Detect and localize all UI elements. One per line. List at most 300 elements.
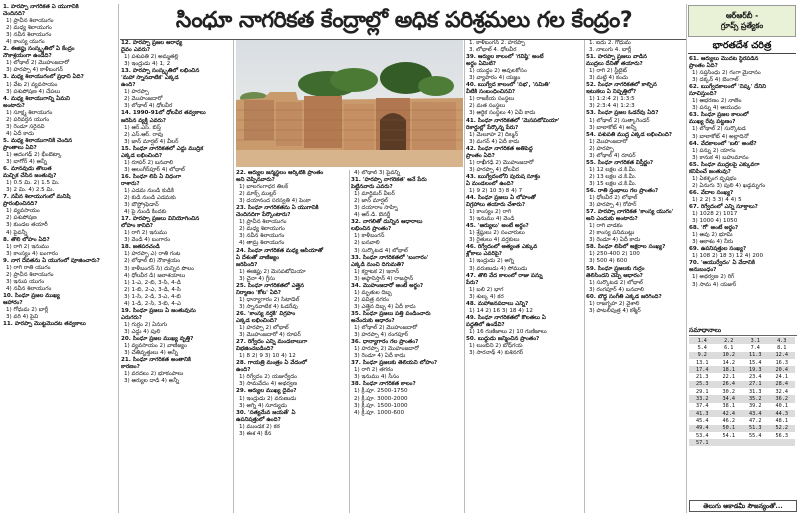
question-text: ఎక్కడ లభించింది?: [121, 152, 163, 159]
question-text: 53. సింధూ ప్రజల ఓడరేవు ఏది?: [586, 110, 659, 117]
question-text: 41. సింధూ నాగరికతలో 'మెసపటోమియా': [466, 117, 560, 124]
ruins-illustration: [236, 40, 463, 167]
answer-cell: 55.4: [749, 432, 762, 439]
answer-option: 2) క్రీ.పూ. 3000-2000: [354, 395, 408, 402]
answer-option: 3) ఈశ 4) కేన: [239, 430, 272, 437]
question-text: 39. ఆర్యుల కాలంలో 'గవిష్ఠి' అంటే: [466, 54, 544, 61]
question-text: 69. ఉపనిషత్తుల సంఖ్య?: [689, 246, 747, 253]
answer-option: 3) చేతివృత్తులు 4) అన్నీ: [124, 350, 178, 357]
question-text: 51. హరప్పా ప్రజలు వాడిన: [586, 54, 647, 61]
answer-option: 1) గోధుమ 2) బార్లీ: [6, 307, 49, 314]
answer-option: 1) సప్తసింధు 2) గంగా మైదానం: [692, 70, 761, 77]
question-text: చెందినదిగా పేర్కొంటారు?: [236, 212, 291, 219]
answer-option: 1) హరప్పా ఎ) రాతి గంట: [124, 251, 181, 258]
question-text: 47. తొలి వేద కాలంలో రాజు పన్ను: [466, 272, 543, 279]
answer-option: 3) 1-సి, 2-డి, 3-ఎ, 4-బి: [124, 293, 181, 300]
answer-option: 3) హరప్పా 4) ధోలవీర: [469, 166, 519, 173]
question-text: 60. బౌద్ధ సంగీతి ఎక్కడ జరిగింది?: [586, 293, 662, 300]
question-text: ప్రాంతాలు ఏవి?: [3, 144, 37, 151]
answer-option: 1. కాళీబంగన్ 2. హరప్పా: [469, 40, 526, 46]
answer-option: 3) దయానంద సరస్వతి 4) పెంకా: [239, 198, 311, 205]
answer-option: 3) రెండూ 4) ఏదీ కాదు: [354, 353, 406, 360]
answer-option: 3) చైనా 4) గ్రీసు: [239, 275, 276, 282]
answer-option: 4) పైవన్నీ: [6, 229, 28, 236]
answer-cell: 34.4: [716, 395, 743, 402]
question-text: 46. రిగ్వేదంలో అత్యంత ఎక్కువ: [466, 244, 538, 251]
answer-cell: 26.4: [716, 381, 743, 388]
answer-option: 1) బాలగంగాధర తిలక్: [239, 184, 289, 191]
answer-cell: 3.1: [742, 337, 769, 344]
answer-option: 3) దక్కన్ 4) బెంగాల్: [692, 77, 739, 84]
answer-option: 3. నాలుగు 4. బార్లీ: [589, 47, 632, 54]
answer-option: 3) హరప్పా 4) రోపార్: [589, 202, 637, 209]
answer-option: 3) నవీన శిలాయుగం: [239, 233, 285, 240]
question-text: 42. సింధూ నాగరికత అతిపెద్ద: [466, 145, 533, 152]
question-text: విభజించబడింది?: [236, 346, 274, 353]
answer-option: 1) 250-400 2) 100: [589, 251, 640, 258]
section-title: భారతదేశ చరిత్ర: [688, 39, 796, 54]
answer-option: 1) ప్రాచీన శిలాయుగం: [6, 18, 54, 25]
exam-badge: [688, 5, 796, 37]
answer-cell: 19.3: [742, 366, 769, 373]
answer-option: 3) ఎద్దు 4) పులి: [124, 328, 161, 335]
answer-option: 3) 1000 4) 1050: [692, 218, 738, 225]
answer-option: 1) 16 గుణిజాలు 2) 10 గుణిజాలు: [469, 328, 547, 335]
answer-option: 3) కాళీబంగన్ సి) దున్నిన పొలం: [124, 265, 195, 272]
answer-option: 3) లోథాల్ 4) ధోలవీర: [124, 103, 173, 110]
answer-cell: 14.2: [722, 359, 735, 366]
question-text: 8. తొలి లోహం ఏది?: [3, 236, 50, 243]
question-text: ఎరుగరు?: [121, 314, 142, 321]
question-text: ఎక్కడ లభించింది?: [236, 317, 278, 324]
question-text: ఉంది?: [121, 82, 136, 89]
answer-cell: 12.4: [769, 352, 796, 359]
answer-option: 2) జాన్ మార్షల్: [354, 198, 388, 205]
answer-option: 4) పై నుండి కిందకు: [124, 209, 167, 216]
answer-option: 3) రంగపూర్ 4) బనవాలి: [589, 286, 644, 293]
answer-cell: 21.3: [696, 374, 709, 381]
question-text: పేరు?: [466, 279, 479, 286]
answer-option: 1) 1-ఎ, 2-బి, 3-సి, 4-డి: [124, 279, 181, 286]
answer-option: 4) ఏదీ కాదు: [6, 130, 34, 137]
question-text: అని చెప్పినవారు?: [236, 177, 275, 184]
answer-option: 1) ఈజిప్టు 2) మెసపటోమియా: [239, 268, 306, 275]
answer-option: 3) ఆర్యుల దాడి 4) అన్నీ: [124, 378, 180, 385]
column-divider: [349, 170, 350, 513]
answer-option: 1) 8 2) 9 3) 10 4) 12: [239, 353, 296, 360]
question-text: ఏ మండలంలో ఉంది?: [466, 180, 514, 187]
question-text: 70. 'ఆయుర్వేదం' ఏ వేదానికి: [689, 260, 755, 267]
answer-cell: [742, 439, 769, 446]
question-text: పెట్టినవారు ఎవరు?: [351, 184, 393, 191]
question-text: అంటారు?: [3, 102, 25, 109]
answer-option: 1) కాళీబంగన్: [354, 233, 385, 240]
answer-option: 3) మొహంజదారో 4) రూపర్: [239, 332, 301, 339]
answer-option: 1) 1028 2) 1017: [692, 211, 738, 218]
answer-option: 1. ఐదు 2. గోధుమ: [589, 40, 631, 46]
answer-option: 3) వ్యాపారం 4) యజ్ఞం: [469, 75, 521, 82]
answer-option: 1) ధాన్యాగారం 2) సిటాడెల్: [239, 296, 300, 303]
answer-option: 1) రూపర్ 2) బనవాలి: [124, 159, 174, 166]
answer-option: 3) అఫ్గానిస్తాన్ 4) రాజస్థాన్: [354, 275, 414, 282]
badge-line-2: గ్రూప్స్ ప్రత్యేకం: [720, 21, 764, 30]
question-column-4: [351, 170, 464, 417]
answer-option: 3) శుల్క 4) కర: [469, 293, 504, 300]
question-text: 40. ఋగ్వేద కాలంలో 'సభ', 'సమితి': [466, 82, 551, 89]
answer-option: 3) ఇంద్రుడు 4) 1, 2: [124, 61, 171, 68]
answer-option: 1) 1:2:4 2) 1:3:5: [589, 96, 635, 103]
column-divider: [233, 40, 234, 513]
answer-option: 1) రాగి 2) ఇనుము: [124, 230, 167, 237]
question-text: 38. సింధూ నాగరికత కాలం?: [351, 381, 416, 388]
question-text: 58. సింధూ లిపిలో అక్షరాల సంఖ్య?: [586, 244, 666, 251]
answer-option: 3) కాంస్యం 4) బంగారం: [6, 250, 58, 257]
answer-cell: 22.1: [722, 374, 735, 381]
answer-row: [689, 439, 795, 446]
answer-option: 3) ఇనుము 4) వెండి: [469, 216, 515, 223]
answer-cell: 39.2: [749, 403, 762, 410]
answer-option: 1) 108 2) 18 3) 12 4) 200: [692, 253, 764, 260]
answer-option: 1) వేట 2) వ్యవసాయం: [6, 81, 58, 88]
answer-option: 3) ఇనుము 4) సీసం: [354, 374, 400, 381]
question-text: 35. సింధూ ప్రజలు పత్తి పండించారు: [351, 310, 431, 317]
answer-option: 1) 2 2) 3 3) 4 4) 5: [692, 196, 742, 203]
answer-option: 1) లోథాల్ 2) మొహంజదారో: [354, 325, 418, 332]
answer-option: 1) సుర్కొటడ 2) లోథాల్: [589, 279, 643, 286]
answer-cell: 18.1: [716, 366, 743, 373]
question-text: ముఖ్య రేవు పట్టణం?: [689, 119, 736, 126]
question-text: 1. హరప్పా నాగరికత ఏ యుగానికి: [3, 4, 79, 10]
answer-option: 1) అథర్వణ 2) రిగ్: [692, 274, 735, 281]
question-text: 32. నాగలితో దున్నిన ఆధారాలు: [351, 219, 423, 226]
answer-option: 1) లోథాల్ 2) మొహంజదారో: [6, 60, 70, 67]
answer-cell: 51.3: [742, 425, 769, 432]
answer-option: 1) రాఖీగఢి 2) మొహంజదారో: [469, 159, 534, 166]
question-text: ప్రాంతం ఏది?: [689, 63, 718, 70]
question-text: జరిపింది?: [236, 261, 258, 268]
answer-option: 3) ఎత్తైన దిబ్బ 4) ఏదీ కాదు: [354, 303, 416, 310]
answer-option: 1) వరదలు 2) భూకంపాలు: [124, 371, 184, 378]
question-text: 33. సింధూ నాగరికతలో 'బంగారం': [351, 254, 429, 261]
question-text: 3. మధ్య శిలాయుగంలో ప్రధాని ఏది?: [3, 74, 84, 81]
question-text: అర్థం ఏమిటి?: [466, 61, 497, 68]
question-text: 61. ఆర్యులు మొదట స్థిరపడిన: [689, 56, 759, 62]
answer-option: 1) రాగి 2) స్టీటైట్: [589, 68, 627, 75]
answer-option: 3) లోథాల్ 4) రూపర్: [589, 152, 636, 159]
question-text: 68. 'గో' అంటే అర్థం?: [689, 225, 739, 232]
answer-option: 1) గుర్రం 2) ఏనుగు: [124, 321, 168, 328]
answer-option: 1) యుద్ధం 2) ఆవులకోసం: [469, 68, 527, 75]
question-text: ఇటుకలు ఏ నిష్పత్తిలో?: [586, 89, 637, 96]
headline: సింధూ నాగరికత కేంద్రాల్లో అధిక పరిశ్రమలు గల కేంద్రం?: [175, 8, 633, 33]
column-divider: [464, 40, 465, 513]
answer-option: 1) మార్టిమర్ వీలర్: [354, 191, 395, 198]
answer-cell: 28.4: [769, 381, 796, 388]
answer-option: 1) 0.5 మి. 2) 1.5 మి.: [6, 180, 60, 187]
question-text: 43. ఋగ్వేదంలోని పురుష సూక్తం: [466, 173, 541, 180]
answer-option: 3) కుండల తయారీ: [6, 222, 48, 229]
answer-option: 1) రాగి రాతి యుగం: [6, 264, 51, 271]
answer-option: 1) రాజగృహ 2) వైశాలి: [589, 300, 640, 307]
answer-option: 2) బనవాలి: [354, 240, 380, 247]
answer-option: 2) పవిత్ర నగరం: [354, 296, 389, 303]
answer-option: 3) మగన్ 4) ఏదీ కాదు: [469, 138, 520, 145]
answer-option: 3) పన్ను 4) ఆయుధం: [692, 105, 741, 112]
answer-option: 3) సుర్కొటడ 4) లోథాల్: [354, 247, 408, 254]
answer-option: 1) సూక్ష్మ శిలాయుగం: [6, 109, 53, 116]
answer-option: 1) మెలూహ 2) దిల్మన్: [469, 131, 519, 138]
answer-option: 3) 500 4) 600: [589, 258, 628, 265]
answer-row: [689, 366, 795, 373]
answer-cell: 57.1: [689, 439, 716, 446]
question-text: 15. సింధూ నాగరికతలో ఎద్దు ముద్రిక: [121, 145, 204, 152]
answer-option: 1) ఎడమ నుండి కుడికి: [124, 187, 174, 194]
answer-cell: 31.3: [749, 388, 762, 395]
answer-row: [689, 344, 795, 351]
question-text: రికార్డుల్లో పేర్కొన్న పేరు?: [466, 124, 519, 131]
answer-cell: 49.4: [689, 425, 716, 432]
answer-option: 1) ఆభరణం 2) నాణెం: [692, 98, 742, 105]
question-text: లోహం కానిది?: [121, 223, 154, 230]
question-text: 28. గాయత్రి మంత్రం ఏ వేదంలో: [236, 360, 307, 367]
answer-cell: 16.3: [775, 359, 788, 366]
answer-key: [689, 327, 797, 446]
question-text: 55. సింధూ నాగరికత విస్తీర్ణం?: [586, 159, 654, 166]
answer-option: 1) ధోలవీర 2) లోథాల్: [589, 195, 638, 202]
question-text: ఉపనిషత్తులో ఉంది?: [236, 416, 281, 423]
answer-cell: 45.4: [696, 417, 709, 424]
answer-option: 1) రాగి 2) తగరం: [354, 367, 394, 374]
answer-option: 1) లోథాల్ 2) సుత్కాగెండర్: [589, 117, 650, 124]
question-text: 50. బుద్ధుడు జన్మించిన ప్రాంతం?: [466, 335, 540, 342]
answer-option: 4) ఆర్.డి. బెనర్జీ: [354, 212, 391, 219]
answer-cell: 5.4: [697, 344, 707, 351]
answer-option: 1) కాంస్యం 2) రాగి: [469, 209, 512, 216]
answer-cell: 13.1: [696, 359, 709, 366]
answers-title: సమాధానాలు: [689, 327, 797, 336]
answer-cell: 48.1: [775, 417, 788, 424]
answer-cell: 1.4: [689, 337, 716, 344]
question-text: రాశారు?: [121, 180, 140, 187]
question-text: 10. సింధూ ప్రజల ముఖ్య: [3, 292, 60, 299]
question-text: 7. నవీన శిలాయుగంలో మనిషి: [3, 194, 71, 201]
answer-option: 3) హరప్పా 4) కాళీబంగన్: [6, 67, 63, 74]
answer-cell: 38.1: [722, 403, 735, 410]
question-text: 9. నాగ దేవతను ఏ యుగంలో పూజించారు?: [3, 257, 100, 264]
answer-row: [689, 352, 795, 359]
answer-cell: 46.2: [722, 417, 735, 424]
answer-option: 1) ప్రాచీన శిలాయుగం: [239, 219, 287, 226]
answer-option: 3. లోథాల్ 4. ధోలవీర: [469, 47, 517, 54]
answer-option: 2) పశుపోషణ: [6, 215, 37, 222]
answer-option: 3) దయారాం సాహ్ని: [354, 205, 398, 212]
question-text: 52. సింధూ నాగరికతలో కాల్చిన: [586, 82, 657, 89]
question-text: విగ్రహాలు తయారు చేశారు?: [466, 202, 526, 209]
question-text: ప్రాంతం ఏది?: [466, 152, 495, 159]
answer-option: 2) పరివర్తన యుగం: [6, 116, 50, 123]
answer-option: 4) లోథాల్ 3) పైవన్నీ: [354, 170, 401, 176]
answer-option: 4) కాంస్య యుగం: [6, 39, 45, 46]
answer-cell: 7.4: [750, 344, 760, 351]
question-text: కనిపించే జంతువు?: [689, 168, 731, 175]
question-text: 30. 'సత్యమేవ జయతే' ఏ: [236, 409, 296, 416]
answer-option: 3) వరుణుడు 4) సోముడు: [469, 265, 528, 272]
question-text: 67. రిగ్వేదంలో ఎన్ని సూక్తాలు?: [689, 203, 758, 210]
answer-option: 1) హరప్పా: [124, 89, 149, 96]
answer-cell: 25.3: [689, 381, 716, 388]
answer-cell: 41.3: [689, 410, 716, 417]
answer-option: 3) పాటలీపుత్ర 4) కశ్మీర్: [589, 307, 641, 314]
answer-option: 3) పశుపోషణ 4) చేపలు: [6, 88, 61, 95]
answer-row: [689, 381, 795, 388]
answer-option: 1) మృతుల దిబ్బ: [354, 289, 392, 296]
answer-option: 1) ఆర్.ఎస్. బిస్త్: [124, 124, 161, 131]
answer-cell: 32.4: [775, 388, 788, 395]
answer-cell: [716, 439, 743, 446]
answer-cell: 33.2: [689, 395, 716, 402]
answer-option: 3) హరప్పా 4) రంగపూర్: [354, 332, 409, 339]
question-text: ప్రారంభించినది?: [3, 201, 38, 208]
answer-cell: 42.4: [716, 410, 743, 417]
question-text: తెలిసిందని చెప్పే ఆధారం?: [586, 272, 643, 279]
question-text: 65. సింధూ ముద్రలపై ఎక్కువగా: [689, 161, 760, 168]
answer-option: 3) వెండి 4) బంగారం: [124, 237, 171, 244]
question-text: అనుబంధం?: [689, 267, 717, 274]
question-text: 13. హరప్పా సంస్కృతిలో లభించిన: [121, 68, 200, 75]
answer-option: 4) నవీన శిలాయుగం: [6, 285, 52, 292]
answer-cell: 27.1: [742, 381, 769, 388]
question-text: 12. హరప్పా ప్రజల ఆరాధ్య: [121, 40, 183, 46]
answer-option: 3) బాలాకోట్ 4) అల్లాదినో: [692, 133, 749, 140]
question-column-5: [466, 40, 583, 357]
answer-option: 3) నవీన శిలాయుగం: [6, 32, 52, 39]
answer-option: 3) సారనాథ్ 4) కుశినగర్: [469, 350, 524, 357]
question-text: 17. హరప్పా ప్రజలు వినియోగించిన: [121, 216, 200, 223]
answer-option: 2) మాక్స్ ముల్లర్: [239, 191, 277, 198]
answer-row: [689, 395, 795, 402]
answer-cell: 4.3: [769, 337, 796, 344]
answer-option: 3) బాలాకోట్ 4) అన్నీ: [589, 124, 637, 131]
question-text: 34. మొహంజదారో అంటే అర్థం?: [351, 282, 424, 289]
answer-cell: 10.2: [716, 352, 743, 359]
answer-option: 4) తామ్ర శిలాయుగం: [239, 240, 285, 247]
question-text: ముద్రలు దేనితో తయారు?: [586, 61, 643, 68]
answer-cell: 15.4: [749, 359, 762, 366]
question-text: నౌకాశ్రయంగా ఉండేది?: [3, 53, 52, 60]
question-text: 56. రాతి స్తంభాలు గల ప్రాంతం?: [586, 187, 659, 194]
answer-option: 1) రిగ్వేదం 2) యజుర్వేదం: [239, 374, 297, 381]
question-text: 6. మానవుడు తొలుత: [3, 166, 52, 173]
answer-option: 1) వ్యవసాయం 2) వాణిజ్యం: [124, 343, 187, 350]
answer-option: 1) 12 లక్షల చ.కి.మీ.: [589, 166, 637, 173]
question-text: 59. సింధూ ప్రజలకు గుర్రం: [586, 265, 645, 272]
answer-option: 3) సామవేదం 4) అథర్వణ: [239, 381, 298, 388]
answer-cell: 47.2: [749, 417, 762, 424]
answer-cell: 52.2: [769, 425, 796, 432]
answer-option: 1) ఇంద్రుడు 2) అగ్ని: [469, 258, 515, 265]
question-text: 44. సింధూ ప్రజలు ఏ లోహంతో: [466, 195, 536, 202]
answer-option: 1) 14 2) 16 3) 18 4) 12: [469, 307, 533, 314]
question-text: 57. హరప్పా నాగరికత 'కాంస్య యుగం': [586, 209, 674, 216]
question-text: 5. మధ్య శిలాయుగానికి చెందిన: [3, 137, 73, 144]
answer-cell: 17.4: [689, 366, 716, 373]
question-text: 31. 'హరప్పా నాగరికత' అనే పేరు: [351, 177, 427, 184]
answer-option: 2) హరప్పా: [589, 145, 614, 152]
answer-option: 1) వ్యవసాయం: [6, 208, 40, 215]
question-text: 62. ఋగ్వేదకాలంలో 'నిష్క' దేనిని: [689, 84, 767, 91]
answer-option: 3) రెండూ 4) ఏదీ కాదు: [589, 237, 641, 244]
answer-row: [689, 403, 795, 410]
answer-option: 1) లోథాల్ 2) సుర్కొటడ: [692, 126, 746, 133]
question-column-1: [3, 4, 117, 328]
answer-option: 1) కర్ణాటక 2) ఇరాన్: [354, 268, 400, 275]
answer-option: 2) ఏనుగు 3) పులి 4) ఖడ్గమృగం: [692, 182, 766, 189]
answer-row: [689, 425, 795, 432]
question-text: 37. సింధూ ప్రజలకు తెలియని లోహం?: [351, 360, 438, 367]
answer-cell: 24.1: [775, 374, 788, 381]
answer-option: 3) ఆలంగీర్‌పూర్ 4) లోథాల్: [124, 166, 185, 173]
answer-option: 3) జాన్ మార్షల్ 4) వీలర్: [124, 138, 179, 145]
answer-option: 2) లోథాల్ బి) నౌకాశ్రయం: [124, 258, 181, 265]
answer-option: 2) మత సంస్థలు: [469, 103, 506, 110]
answer-option: 4) 1-డి, 2-సి, 3-బి, 4-ఎ: [124, 300, 181, 307]
answer-row: [689, 388, 795, 395]
question-column-2: [121, 40, 231, 385]
question-text: 23. సింధూ నాగరికతను ఏ యుగానికి: [236, 205, 319, 212]
answer-option: 3) అగ్ని 4) సూర్యుడు: [239, 402, 287, 409]
answer-cell: 29.1: [696, 388, 709, 395]
answer-option: 2) మొహంజదారో: [124, 96, 163, 103]
answer-option: 1) రాగి 2) ఇనుము: [6, 243, 49, 250]
answer-option: 1) క్రీ.పూ. 2500-1750: [354, 388, 408, 395]
question-text: 45. 'ఆర్యులు' అంటే అర్థం?: [466, 223, 529, 230]
answer-cell: 23.4: [749, 374, 762, 381]
answer-row: [689, 417, 795, 424]
answer-cell: 56.3: [775, 432, 788, 439]
answer-option: 3) మట్టి 4) కంచు: [589, 75, 628, 82]
question-text: 63. సింధూ ప్రజల కాలంలో: [689, 112, 749, 119]
question-text: వీటికి సంబంధించినవి?: [466, 89, 516, 96]
answer-option: 2) 13 లక్షల చ.కి.మీ.: [589, 173, 637, 180]
question-text: పద్ధతిలో ఉండేవి?: [466, 321, 505, 328]
answer-option: 1) ముండక 2) కఠ: [239, 423, 280, 430]
question-text: 54. పశుపతి ముద్ర ఎక్కడ లభించింది?: [586, 131, 673, 138]
question-text: 26. 'కాంస్య నర్తకి' విగ్రహం: [236, 310, 296, 317]
question-text: 4. మధ్య శిలాయుగాన్ని ఏమని: [3, 95, 70, 102]
answer-option: 4) ధోలవీర డి) జలాశయాలు: [124, 272, 186, 279]
answer-row: [689, 410, 795, 417]
answer-option: 1) రాజకీయ సంస్థలు: [469, 96, 515, 103]
answer-option: 2) కుడి నుండి ఎడమకు: [124, 195, 176, 202]
question-text: 24. సింధూ నాగరికత మధ్య ఆసియాతో: [236, 247, 324, 254]
answer-option: 1) బలి 2) భాగ: [469, 286, 504, 293]
harappa-ruins-photo: [236, 40, 463, 167]
answer-cell: [769, 439, 796, 446]
question-text: లభించిన ప్రాంతం?: [351, 226, 392, 233]
answer-option: 2) ఎస్.ఆర్. రావు: [124, 131, 164, 138]
answer-cell: 53.4: [696, 432, 709, 439]
answer-option: 3) 2 మి. 4) 2.5 మి.: [6, 187, 55, 194]
answer-option: 1) ఆదంగఢ్ 2) భీంబెట్కా: [6, 151, 62, 158]
answer-cell: 9.2: [689, 352, 716, 359]
column-divider: [584, 40, 585, 513]
question-text: ఆహారం?: [3, 299, 23, 306]
answer-cell: 43.4: [742, 410, 769, 417]
answer-cell: 20.4: [769, 366, 796, 373]
answer-option: 1) ఇంద్రుడు 2) వరుణుడు: [239, 395, 297, 402]
answer-option: 1) లుంబిని 2) బోధ్‌గయ: [469, 343, 523, 350]
answer-table: [689, 337, 795, 446]
